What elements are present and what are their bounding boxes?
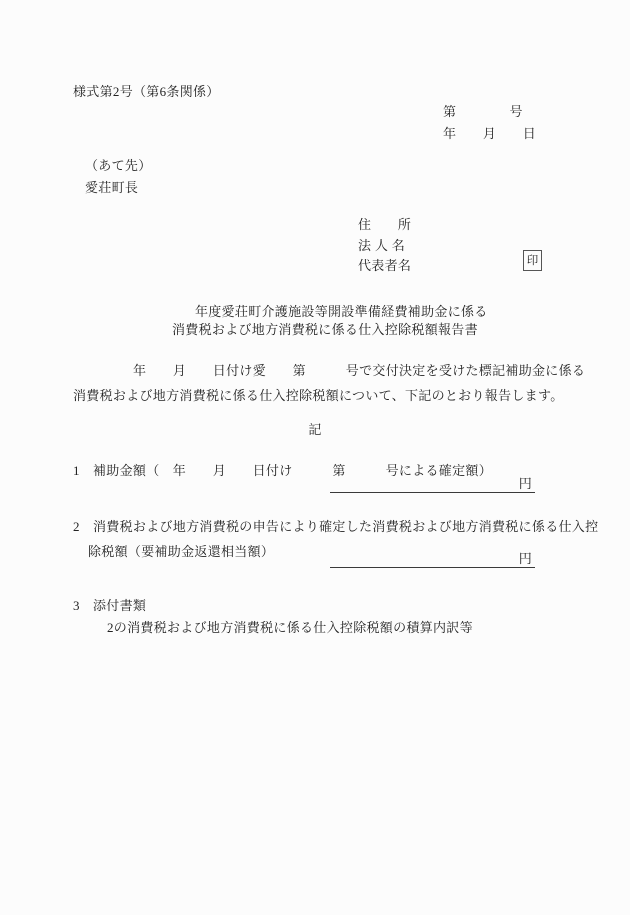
representative-label: 代表者名 bbox=[358, 258, 412, 273]
item-3-detail: 2の消費税および地方消費税に係る仕入控除税額の積算内訳等 bbox=[107, 620, 473, 635]
item-1-text: 補助金額（ 年 月 日付け 第 号による確定額） bbox=[93, 463, 493, 478]
item-2-line-2: 除税額（要補助金返還相当額） bbox=[88, 544, 275, 559]
amount-blank-line-2 bbox=[330, 551, 535, 568]
document-title-line-2: 消費税および地方消費税に係る仕入控除税額報告書 bbox=[172, 322, 478, 337]
item-2-line-1: 消費税および地方消費税の申告により確定した消費税および地方消費税に係る仕入控 bbox=[93, 519, 599, 534]
address-label: 住 所 bbox=[358, 217, 412, 232]
corporate-name-label: 法 人 名 bbox=[358, 238, 405, 253]
amount-blank-line-1 bbox=[330, 476, 535, 493]
doc-number-line: 第 号 bbox=[443, 104, 523, 119]
form-number: 様式第2号（第6条関係） bbox=[73, 84, 220, 99]
item-2-number: 2 bbox=[73, 519, 80, 534]
item-3-title: 添付書類 bbox=[93, 598, 147, 613]
ki-heading: 記 bbox=[308, 422, 322, 437]
addressee-prefix: （あて先） bbox=[85, 158, 152, 173]
date-line: 年 月 日 bbox=[443, 126, 537, 141]
yen-unit-label-1: 円 bbox=[518, 476, 532, 491]
addressee-name: 愛荘町長 bbox=[85, 180, 139, 195]
item-1-number: 1 bbox=[73, 463, 80, 478]
seal-box bbox=[523, 250, 542, 271]
body-paragraph-line-2: 消費税および地方消費税に係る仕入控除税額について、下記のとおり報告します。 bbox=[73, 388, 564, 403]
yen-unit-label-2: 円 bbox=[518, 551, 532, 566]
item-3-number: 3 bbox=[73, 598, 80, 613]
body-paragraph-line-1: 年 月 日付け愛 第 号で交付決定を受けた標記補助金に係る bbox=[133, 363, 586, 378]
document-title-line-1: 年度愛荘町介護施設等開設準備経費補助金に係る bbox=[195, 304, 488, 319]
seal-mark: 印 bbox=[526, 254, 539, 267]
